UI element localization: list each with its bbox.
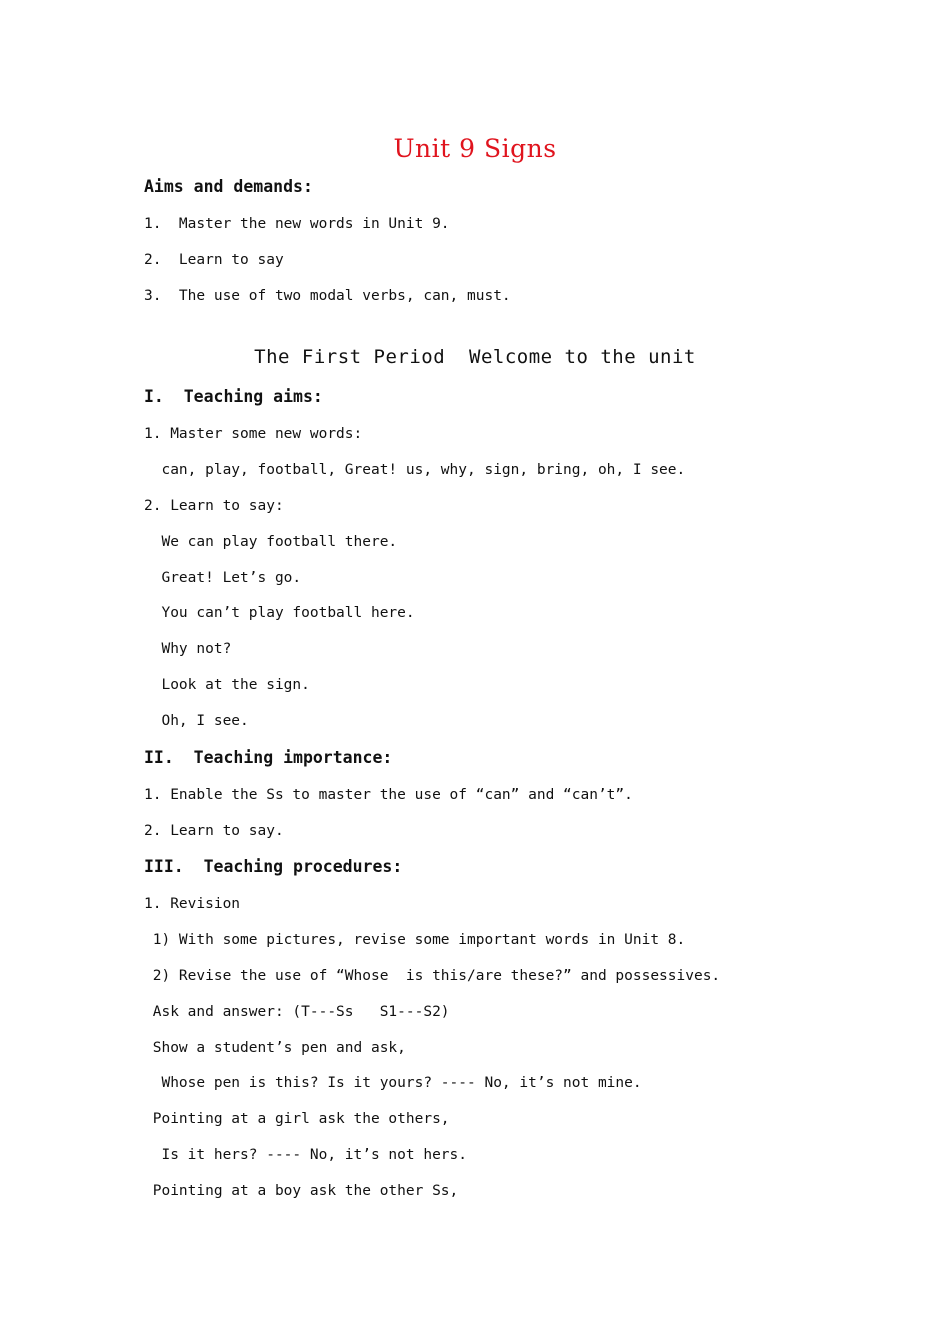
teaching-procedures-heading: III. Teaching procedures: [144,857,403,876]
teaching-procedures-line: 1) With some pictures, revise some important words in Unit 8. [144,932,686,948]
teaching-procedures-line: Ask and answer: (T---Ss S1---S2) [144,1004,450,1020]
aims-item: 2. Learn to say [144,252,284,268]
teaching-aims-line: Why not? [144,641,232,657]
teaching-aims-line: 1. Master some new words: [144,426,363,442]
teaching-aims-line: Great! Let’s go. [144,570,302,586]
teaching-procedures-line: Is it hers? ---- No, it’s not hers. [144,1147,468,1163]
teaching-aims-heading: I. Teaching aims: [144,387,323,406]
teaching-procedures-line: Show a student’s pen and ask, [144,1040,406,1056]
aims-item: 1. Master the new words in Unit 9. [144,216,450,232]
teaching-aims-line: Oh, I see. [144,713,249,729]
period-title: The First Period Welcome to the unit [254,346,696,368]
teaching-procedures-line: 1. Revision [144,896,241,912]
teaching-importance-heading: II. Teaching importance: [144,748,393,767]
teaching-procedures-line: 2) Revise the use of “Whose is this/are these?” and possessives. [144,968,721,984]
teaching-aims-line: You can’t play football here. [144,605,415,621]
teaching-procedures-line: Pointing at a boy ask the other Ss, [144,1183,459,1199]
teaching-aims-line: We can play football there. [144,534,398,550]
teaching-procedures-line: Whose pen is this? Is it yours? ---- No, it’s not mine. [144,1075,642,1091]
teaching-procedures-line: Pointing at a girl ask the others, [144,1111,450,1127]
aims-item: 3. The use of two modal verbs, can, must. [144,288,511,304]
unit-title: Unit 9 Signs [393,134,557,163]
teaching-importance-line: 2. Learn to say. [144,823,284,839]
aims-heading: Aims and demands: [144,177,313,196]
teaching-importance-line: 1. Enable the Ss to master the use of “can” and “can’t”. [144,787,633,803]
teaching-aims-line: can, play, football, Great! us, why, sign, bring, oh, I see. [144,462,686,478]
teaching-aims-line: 2. Learn to say: [144,498,284,514]
teaching-aims-line: Look at the sign. [144,677,310,693]
